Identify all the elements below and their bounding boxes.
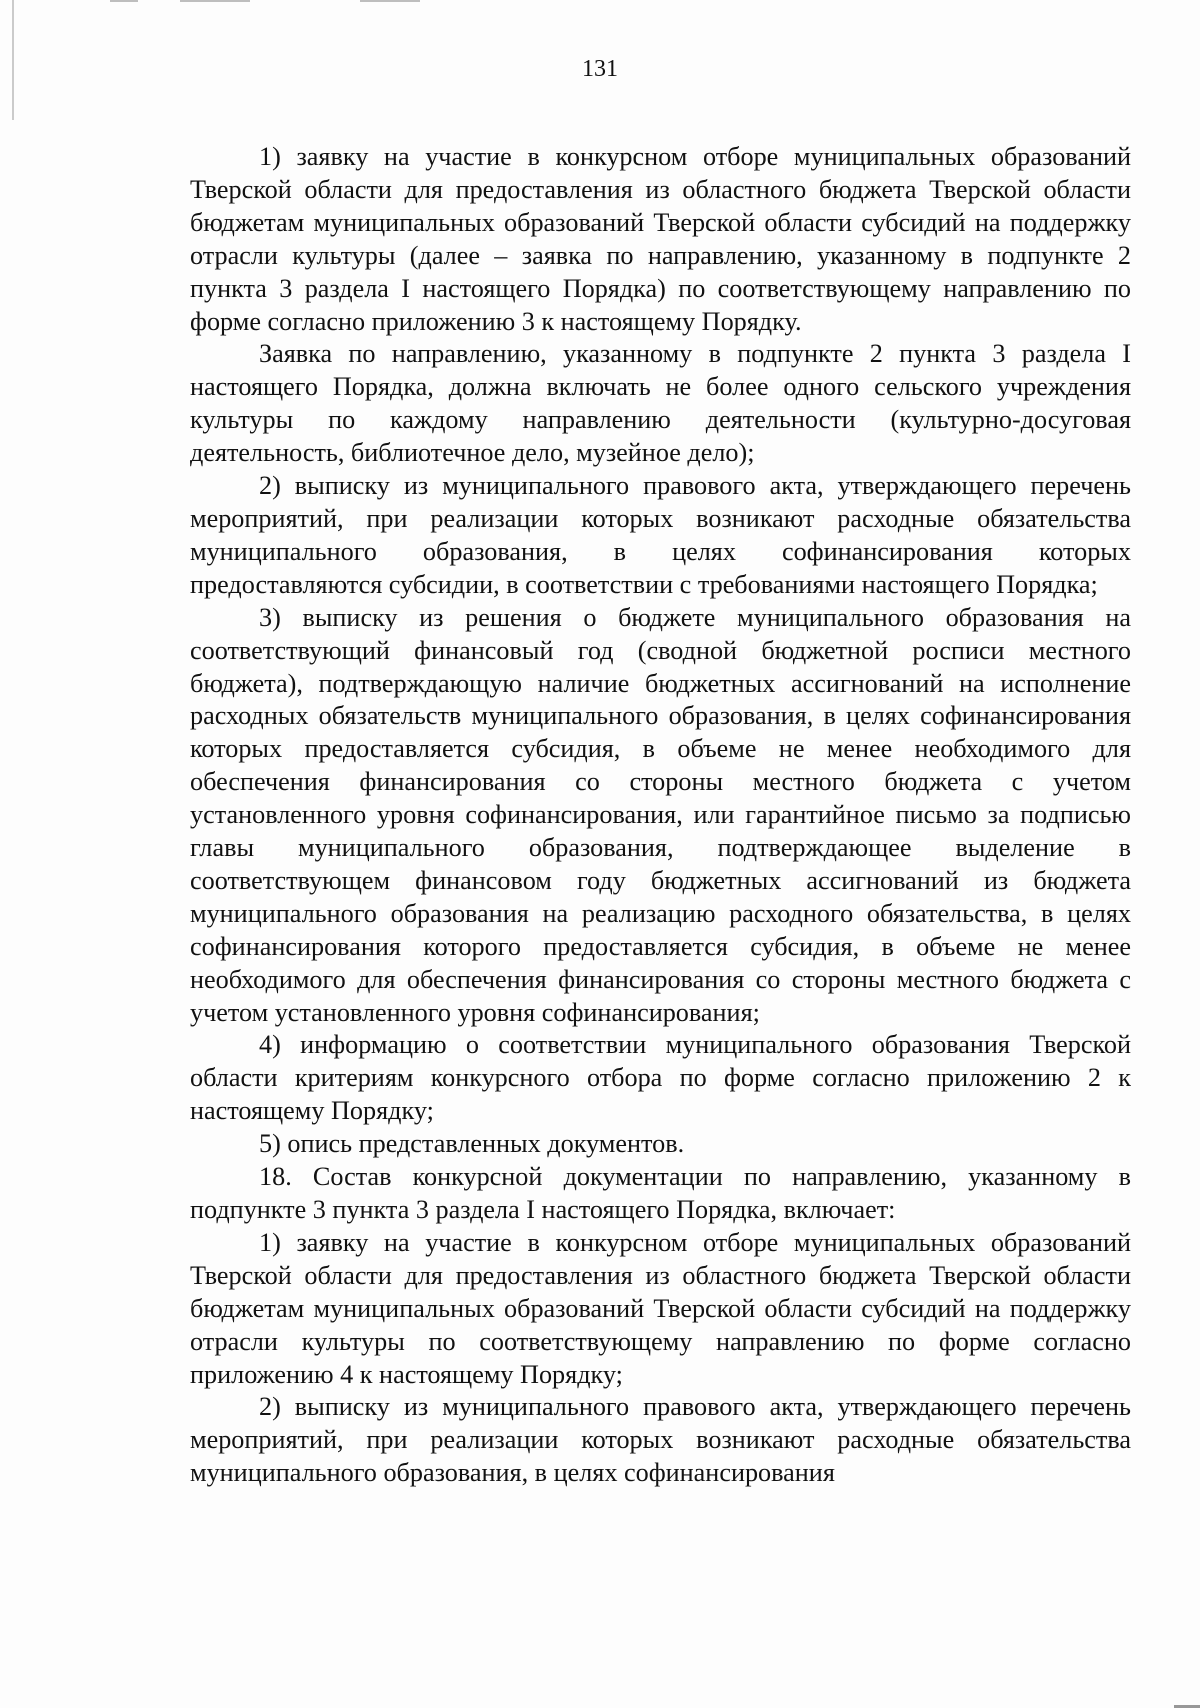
paragraph: 4) информацию о соответствии муниципального образования Тверской области критериям конкурсного отбора по форме согласно приложению 2 к настоящему Порядку; (190, 1030, 1131, 1126)
page-number: 131 (582, 56, 618, 82)
paragraph: 18. Состав конкурсной документации по направлению, указанному в подпункте 3 пункта 3 раздела I настоящего Порядка, включает: (190, 1162, 1131, 1224)
paragraph: 1) заявку на участие в конкурсном отборе муниципальных образований Тверской области для предоставления из областного бюджета Тверской области бюджетам муниципальных образований Тверской области субсидий на поддержку отрасли культуры (далее – заявка по направлению, указанному в подпункте 2 пункта 3 раздела I настоящего Порядка) по соответствующему направлению по форме согласно приложению 3 к настоящему Порядку. (190, 142, 1131, 336)
paragraph: 2) выписку из муниципального правового акта, утверждающего перечень мероприятий, при реализации которых возникают расходные обязательства муниципального образования, в целях софинансирования (190, 1392, 1131, 1488)
scan-edge-mark (180, 0, 250, 2)
paragraph: 3) выписку из решения о бюджете муниципального образования на соответствующий финансовый год (сводной бюджетной росписи местного бюджета), подтверждающую наличие бюджетных ассигнований на исполнение расходных обязательств муниципального образования, в целях софинансирования которых предоставляется субсидия, в объеме не менее необходимого для обеспечения финансирования со стороны местного бюджета с учетом установленного уровня софинансирования, или гарантийное письмо за подписью главы муниципального образования, подтверждающее выделение в соответствующем финансовом году бюджетных ассигнований из бюджета муниципального образования на реализацию расходного обязательства, в целях софинансирования которого предоставляется субсидия, в объеме не менее необходимого для обеспечения финансирования со стороны местного бюджета с учетом установленного уровня софинансирования; (190, 602, 1131, 1027)
paragraph: 1) заявку на участие в конкурсном отборе муниципальных образований Тверской области для предоставления из областного бюджета Тверской области бюджетам муниципальных образований Тверской области субсидий на поддержку отрасли культуры по соответствующему направлению по форме согласно приложению 4 к настоящему Порядку; (190, 1227, 1131, 1389)
paragraph: Заявка по направлению, указанному в подпункте 2 пункта 3 раздела I настоящего Порядка, должна включать не более одного сельского учреждения культуры по каждому направлению деятельности (культурно-досуговая деятельность, библиотечное дело, музейное дело); (190, 339, 1131, 468)
paragraph: 2) выписку из муниципального правового акта, утверждающего перечень мероприятий, при реализации которых возникают расходные обязательства муниципального образования, в целях софинансирования которых предоставляются субсидии, в соответствии с требованиями настоящего Порядка; (190, 471, 1131, 599)
document-body (190, 141, 1131, 1490)
paragraph: 5) опись представленных документов. (259, 1129, 685, 1159)
scan-edge-mark (110, 0, 138, 2)
scan-edge-mark (360, 0, 420, 2)
